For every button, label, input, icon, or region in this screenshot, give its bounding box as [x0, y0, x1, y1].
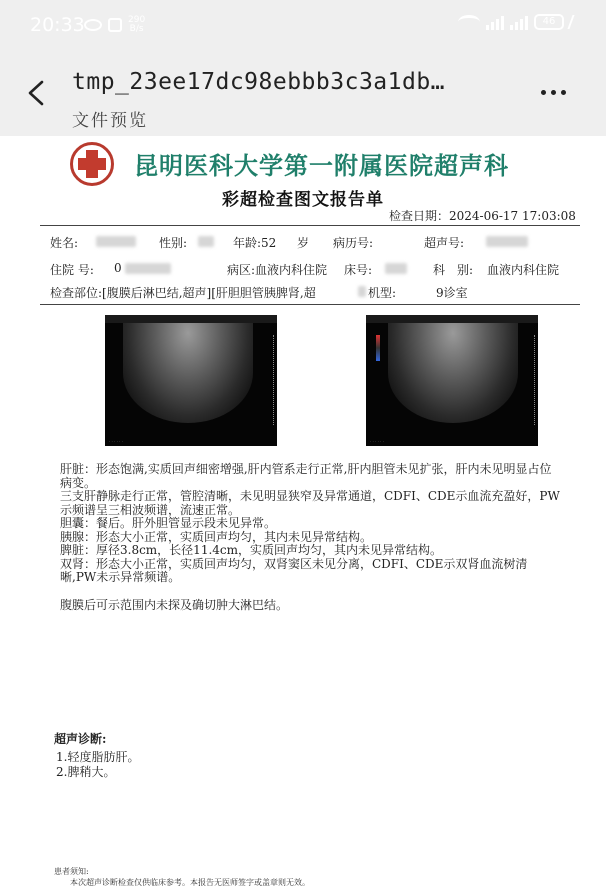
diagnosis-item: 2.脾稍大。	[56, 765, 116, 779]
us-no-label: 超声号:	[424, 236, 465, 250]
diagnosis-list	[56, 750, 139, 780]
finding-pancreas: 胰腺：形态大小正常，实质回声均匀，其内未见异常结构。	[60, 529, 373, 544]
machine-label: 机型:	[368, 286, 397, 300]
diagnosis-item: 1.轻度脂肪肝。	[56, 750, 140, 764]
exam-site: 检查部位:[腹膜后淋巴结,超声][肝胆胆管胰脾肾,超	[50, 286, 316, 300]
age-unit: 岁	[297, 236, 310, 250]
hospital-logo-icon	[70, 142, 114, 186]
inpatient-label: 住院 号:	[50, 263, 94, 277]
exam-date: 检查日期：2024-06-17 17:03:08	[389, 209, 576, 223]
battery-icon: 46	[534, 14, 564, 30]
record-no-label: 病历号:	[333, 236, 374, 250]
eye-icon	[84, 19, 102, 31]
net-speed-value: 290	[128, 15, 146, 25]
name-redacted	[96, 234, 136, 248]
inpatient-value	[114, 261, 171, 275]
finding-hepatic-veins: 三支肝静脉走行正常，管腔清晰，未见明显狭窄及异常通道，CDFI、CDE示血流充盈好，PW示频谱呈三相波频谱，流速正常。	[60, 489, 560, 517]
status-bar	[0, 0, 606, 52]
department-label: 科	[433, 263, 446, 277]
room: 9诊室	[436, 286, 468, 300]
hospital-name: 昆明医科大学第一附属医院超声科	[134, 151, 509, 180]
net-speed-unit: B/s	[129, 24, 144, 34]
status-right-icons	[458, 14, 578, 30]
finding-spleen: 脾脏：厚径3.8cm，长径11.4cm，实质回声均匀，其内未见异常结构。	[60, 543, 443, 557]
status-time: 20:33	[30, 14, 85, 36]
department-value: 血液内科住院	[487, 263, 560, 277]
gender-label: 性别:	[159, 236, 188, 250]
signal-icon	[486, 14, 504, 30]
bed-redacted	[385, 261, 407, 275]
report-title: 彩超检查图文报告单	[222, 190, 384, 210]
us-no-redacted	[486, 234, 528, 248]
findings	[60, 463, 560, 612]
app-bar	[0, 52, 606, 136]
chevron-left-icon[interactable]	[24, 78, 54, 108]
gender-redacted	[198, 234, 214, 248]
status-left-icons	[84, 16, 145, 34]
bed-label: 床号:	[344, 263, 373, 277]
report-document	[0, 136, 606, 896]
wifi-icon	[458, 15, 480, 29]
ward: 病区:血液内科住院	[227, 263, 328, 277]
finding-lymph-nodes: 腹膜后可示范围内未探及确切肿大淋巴结。	[60, 597, 289, 612]
exam-site-redacted	[358, 284, 366, 298]
file-subtitle: 文件预览	[72, 111, 148, 131]
name-label: 姓名:	[50, 236, 79, 250]
ultrasound-image-liver: . . . . . .	[105, 315, 277, 446]
net-speed	[128, 16, 145, 34]
bolt-icon	[567, 15, 580, 29]
notice-heading: 患者须知:	[54, 867, 89, 876]
info-divider	[40, 304, 580, 305]
signal-icon-2	[510, 14, 528, 30]
header-divider	[40, 225, 580, 226]
department-label-2: 别:	[457, 263, 474, 277]
finding-kidneys: 双肾：形态大小正常，实质回声均匀，双肾窦区未见分离，CDFI、CDE示双肾血流树清晰,PW未示异常频谱。	[60, 556, 528, 584]
file-title: tmp_23ee17dc98ebbb3c3a1db…	[72, 69, 446, 95]
alarm-icon	[108, 18, 122, 32]
notice-text: 本次超声诊断检查仅供临床参考。本报告无医师签字或盖章则无效。	[70, 878, 310, 887]
age: 年龄:52	[233, 236, 277, 250]
finding-liver: 肝脏：形态饱满,实质回声细密增强,肝内管系走行正常,肝内胆管未见扩张，肝内未见明显占位病变。	[60, 462, 552, 490]
inpatient-prefix: 0	[114, 261, 122, 275]
ultrasound-image-spleen: . . . . . .	[366, 315, 538, 446]
finding-gallbladder: 胆囊：餐后。肝外胆管显示段未见异常。	[60, 516, 277, 530]
more-horizontal-icon[interactable]	[541, 90, 566, 95]
diagnosis-heading: 超声诊断:	[54, 732, 107, 746]
